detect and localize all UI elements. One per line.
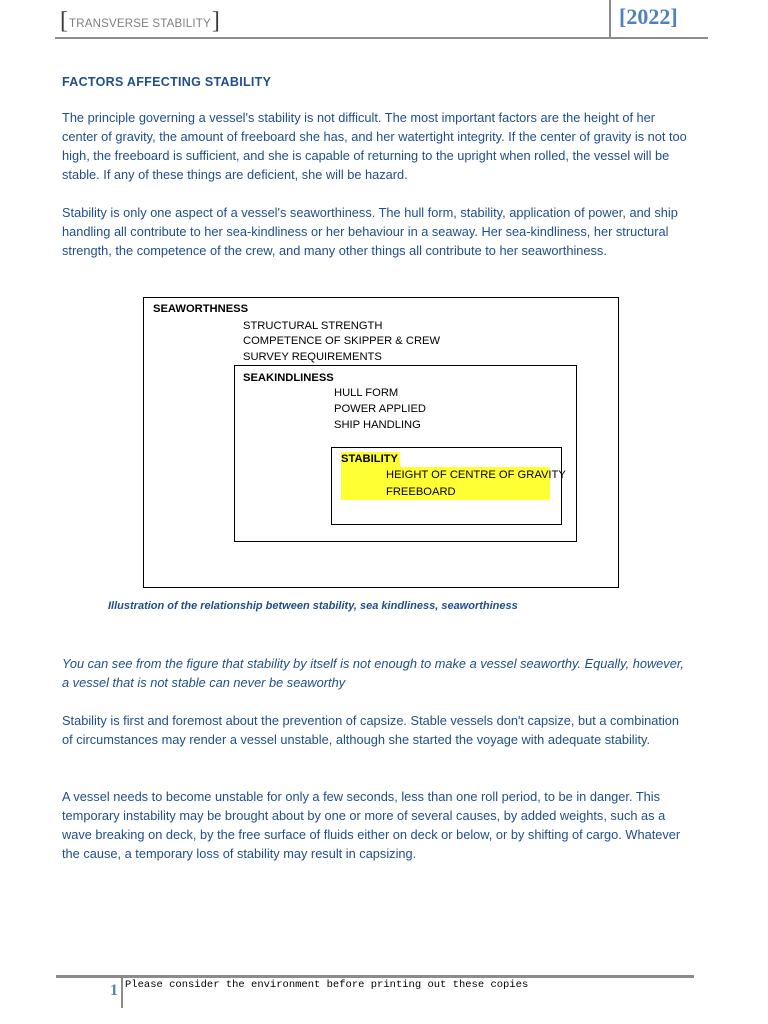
paragraph-principle: The principle governing a vessel's stability is not difficult. The most important factors are the height of her center of gravity, the amount of freeboard she has, and her watertight integrity. If the center of gravity is not too high, the freeboard is sufficient, and she is capable of returning to the upright when rolled, the vessel will be stable. If any of these things are deficient, she will be hazard. [62,110,687,182]
footer-note: Please consider the environment before printing out these copies [125,979,529,991]
header-rule [55,37,708,39]
page-number: 1 [110,982,118,999]
seaworthiness-item: SURVEY REQUIREMENTS [243,351,382,363]
paragraph-figure-note: You can see from the figure that stability by itself is not enough to make a vessel seaworthy. Equally, however, a vessel that is not stable can never be seaworthy [62,656,684,690]
section-heading: FACTORS AFFECTING STABILITY [62,75,272,89]
paragraph-seaworthiness: Stability is only one aspect of a vessel's seaworthiness. The hull form, stability, application of power, and ship handling all contribute to her sea-kindliness or her behaviour in a seaway. Her sea-kindliness, her structural strength, the competence of the crew, and many other things all contribute to her seaworthiness. [62,205,678,258]
seaworthiness-item: COMPETENCE OF SKIPPER & CREW [243,335,441,347]
stability-item: FREEBOARD [386,486,456,498]
seakindliness-title: SEAKINDLINESS [243,372,334,384]
seaworthiness-title: SEAWORTHNESS [153,303,249,315]
seakindliness-item: POWER APPLIED [334,403,427,415]
paragraph-capsize: Stability is first and foremost about the prevention of capsize. Stable vessels don't capsize, but a combination of circumstances may render a vessel unstable, although she started the voyage with adequate stability. [62,713,680,747]
footer-divider [121,978,123,1008]
header-title: TRANSVERSE STABILITY [69,18,211,30]
seakindliness-item: SHIP HANDLING [334,419,421,431]
paragraph-temporary-instability: A vessel needs to become unstable for only a few seconds, less than one roll period, to be in danger. This temporary instability may be brought about by one or more of several causes, by added weights, such as a wave breaking on deck, by the free surface of fluids either on deck or below, or by shifting of cargo. Whatever the cause, a temporary loss of stability may result in capsizing. [62,789,681,861]
stability-title: STABILITY [341,452,400,468]
seakindliness-item: HULL FORM [334,387,399,399]
seaworthiness-item: STRUCTURAL STRENGTH [243,320,383,332]
header-bracket-close: ] [211,8,220,34]
running-header-title [60,6,220,36]
footer-rule [56,975,694,978]
header-bracket-open: [ [60,8,68,34]
figure-caption: Illustration of the relationship between stability, sea kindliness, seaworthiness [108,600,518,612]
header-year: [2022] [619,4,678,29]
stability-item: HEIGHT OF CENTRE OF GRAVITY [386,469,566,481]
header-divider [609,0,611,38]
